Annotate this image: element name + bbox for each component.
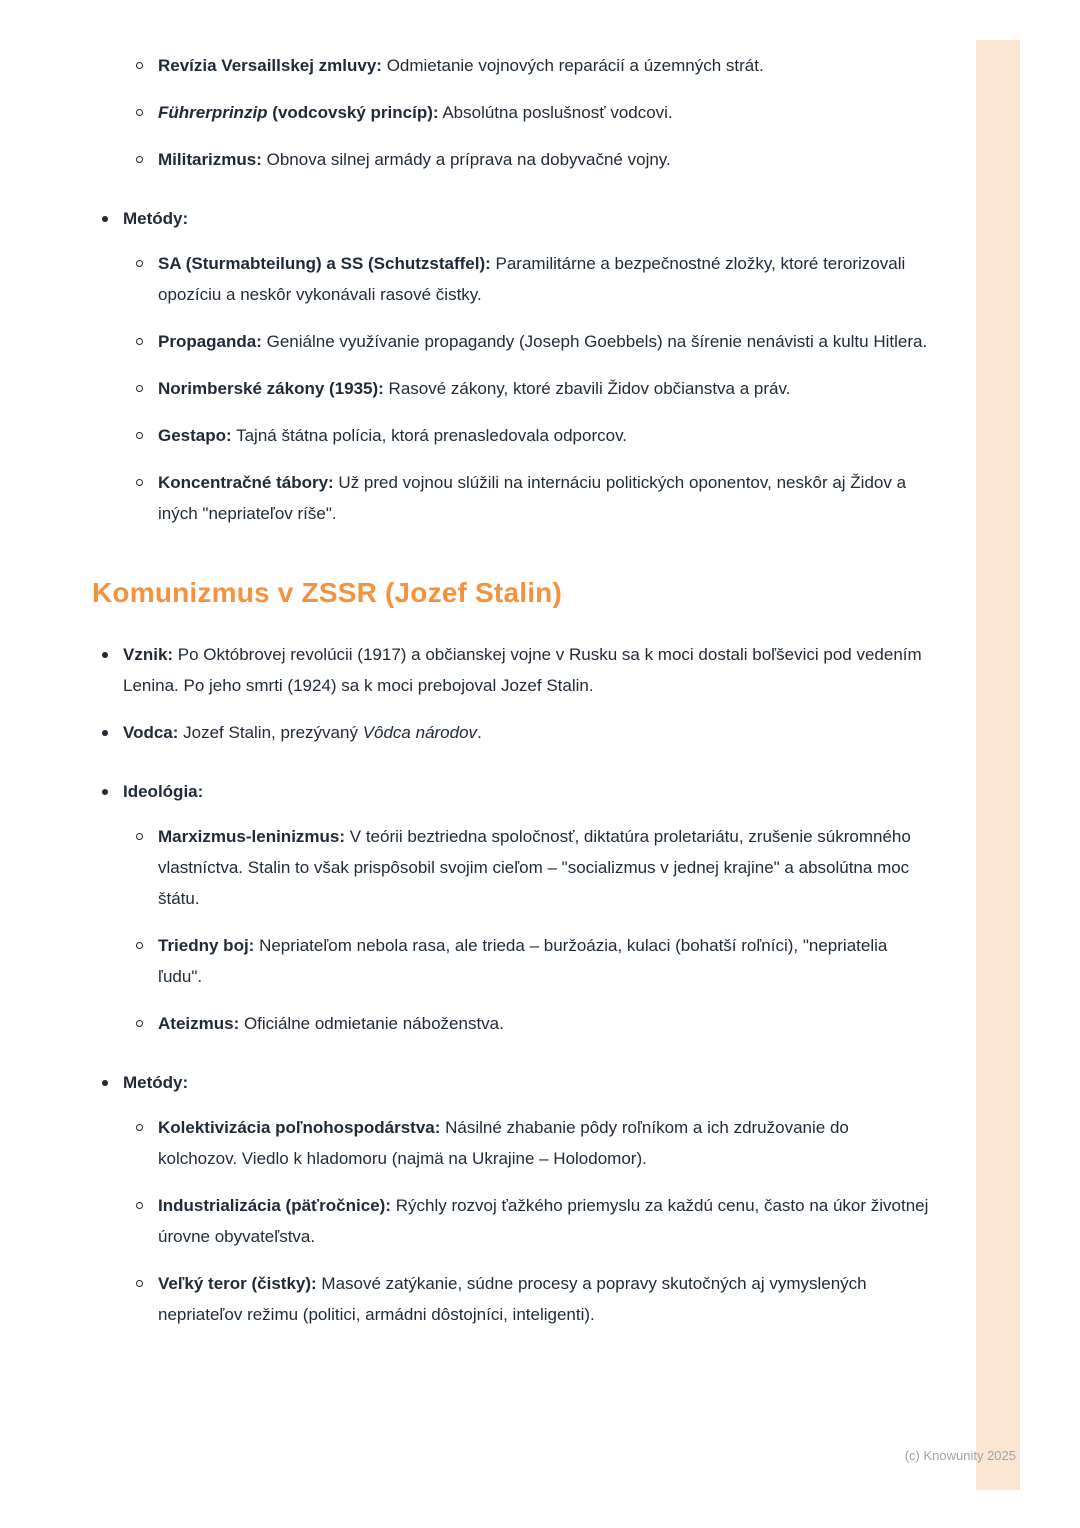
term-label: Marxizmus-leninizmus: — [158, 827, 346, 846]
bullet-circle-icon — [136, 1202, 143, 1209]
list-item-text — [158, 248, 930, 310]
bullet-circle-icon — [136, 833, 143, 840]
list-item — [136, 821, 930, 914]
list-item-text — [158, 1190, 930, 1252]
term-text: Po Októbrovej revolúcii (1917) a občianskej vojne v Rusku sa k moci dostali boľševici pod vedením Lenina. Po jeho smrti (1924) sa k moci prebojoval Jozef Stalin. — [123, 645, 922, 695]
list-item — [92, 639, 930, 701]
term-label: Vznik: — [123, 645, 174, 664]
bullet-circle-icon — [136, 156, 143, 163]
term-label: Propaganda: — [158, 332, 262, 351]
list-item — [136, 1268, 930, 1330]
list-item — [136, 1008, 930, 1039]
list-item-text — [158, 930, 930, 992]
communism-methods-sublist — [92, 1112, 930, 1330]
list-item-text — [158, 420, 930, 451]
term-label: SA (Sturmabteilung) a SS (Schutzstaffel): — [158, 254, 491, 273]
bullet-circle-icon — [136, 62, 143, 69]
term-label: Norimberské zákony (1935): — [158, 379, 384, 398]
bullet-circle-icon — [136, 385, 143, 392]
list-item — [92, 203, 930, 234]
bullet-disc-icon — [102, 1080, 108, 1086]
list-item — [136, 248, 930, 310]
list-item-text — [158, 326, 930, 357]
communism-ideology-sublist — [92, 821, 930, 1039]
term-text: V teórii beztriedna spoločnosť, diktatúra proletariátu, zrušenie súkromného vlastníctva. Stalin to však prispôsobil svojim cieľom – "socializmus v jednej krajine" a absolútna moc štátu. — [158, 827, 911, 908]
term-text: Geniálne využívanie propagandy (Joseph Goebbels) na šírenie nenávisti a kultu Hitlera. — [261, 332, 928, 351]
term-label: Ateizmus: — [158, 1014, 240, 1033]
bullet-circle-icon — [136, 479, 143, 486]
bullet-circle-icon — [136, 260, 143, 267]
communism-ideology-block — [92, 776, 930, 1039]
nazism-methods-block — [92, 203, 930, 529]
list-item — [136, 420, 930, 451]
term-label: Kolektivizácia poľnohospodárstva: — [158, 1118, 441, 1137]
term-text: Rasové zákony, ktoré zbavili Židov občianstva a práv. — [383, 379, 791, 398]
bullet-circle-icon — [136, 1124, 143, 1131]
term-text: Masové zatýkanie, súdne procesy a popravy skutočných aj vymyslených nepriateľov režimu (politici, armádni dôstojníci, inteligenti). — [158, 1274, 867, 1324]
list-item — [136, 144, 930, 175]
list-item-text — [123, 203, 930, 234]
copyright-watermark: (c) Knowunity 2025 — [904, 1448, 1016, 1463]
list-item-text — [158, 373, 930, 404]
bullet-disc-icon — [102, 730, 108, 736]
list-item — [136, 467, 930, 529]
list-item — [136, 930, 930, 992]
list-item-text — [123, 1067, 930, 1098]
nazism-methods-sublist — [92, 248, 930, 529]
term-label: (vodcovský princíp): — [267, 103, 439, 122]
list-item — [92, 1067, 930, 1098]
term-text: Oficiálne odmietanie náboženstva. — [239, 1014, 504, 1033]
term-text: Odmietanie vojnových reparácií a územných strát. — [381, 56, 764, 75]
bullet-circle-icon — [136, 1280, 143, 1287]
term-text: Absolútna poslušnosť vodcovi. — [438, 103, 673, 122]
term-text: Tajná štátna polícia, ktorá prenasledovala odporcov. — [231, 426, 628, 445]
term-text: Obnova silnej armády a príprava na dobyvačné vojny. — [261, 150, 671, 169]
term-label: Koncentračné tábory: — [158, 473, 334, 492]
list-item — [136, 97, 930, 128]
term-text: Jozef Stalin, prezývaný — [178, 723, 363, 742]
list-item-text — [158, 467, 930, 529]
list-item-text — [123, 639, 930, 701]
bullet-disc-icon — [102, 789, 108, 795]
term-label: Metódy: — [123, 1073, 189, 1092]
list-item-text — [158, 1268, 930, 1330]
list-item — [136, 50, 930, 81]
term-text: Už pred vojnou slúžili na internáciu politických oponentov, neskôr aj Židov a iných "nepriateľov ríše". — [158, 473, 907, 523]
term-text: Rýchly rozvoj ťažkého priemyslu za každú cenu, často na úkor životnej úrovne obyvateľstva. — [158, 1196, 929, 1246]
list-item-text — [123, 717, 930, 748]
list-item-text — [158, 1112, 930, 1174]
bullet-circle-icon — [136, 338, 143, 345]
bullet-circle-icon — [136, 942, 143, 949]
list-item — [92, 717, 930, 748]
term-text: Násilné zhabanie pôdy roľníkom a ich združovanie do kolchozov. Viedlo k hladomoru (najmä na Ukrajine – Holodomor). — [158, 1118, 849, 1168]
list-item-text — [158, 821, 930, 914]
list-item — [92, 776, 930, 807]
list-item — [136, 1190, 930, 1252]
nazism-ideology-sublist — [92, 50, 930, 175]
term-label-italic: Führerprinzip — [158, 103, 268, 122]
list-item-text — [158, 144, 930, 175]
list-item — [136, 1112, 930, 1174]
section-heading-communism: Komunizmus v ZSSR (Jozef Stalin) — [92, 577, 562, 608]
list-item-text — [158, 97, 930, 128]
term-label: Revízia Versaillskej zmluvy: — [158, 56, 382, 75]
bullet-circle-icon — [136, 1020, 143, 1027]
term-label: Gestapo: — [158, 426, 232, 445]
term-text-italic: Vôdca národov — [362, 723, 478, 742]
communism-methods-block — [92, 1067, 930, 1330]
bullet-circle-icon — [136, 432, 143, 439]
term-label: Industrializácia (päťročnice): — [158, 1196, 391, 1215]
bullet-disc-icon — [102, 652, 108, 658]
list-item-text — [123, 776, 930, 807]
bullet-circle-icon — [136, 109, 143, 116]
term-label: Veľký teror (čistky): — [158, 1274, 317, 1293]
list-item — [136, 373, 930, 404]
term-label: Militarizmus: — [158, 150, 262, 169]
term-label: Metódy: — [123, 209, 189, 228]
term-text: . — [477, 723, 482, 742]
list-item-text — [158, 50, 930, 81]
term-label: Vodca: — [123, 723, 179, 742]
term-text: Nepriateľom nebola rasa, ale trieda – buržoázia, kulaci (bohatší roľníci), "nepriatelia ľudu". — [158, 936, 888, 986]
term-label: Triedny boj: — [158, 936, 255, 955]
term-label: Ideológia: — [123, 782, 204, 801]
list-item-text — [158, 1008, 930, 1039]
list-item — [136, 326, 930, 357]
term-text: Paramilitárne a bezpečnostné zložky, ktoré terorizovali opozíciu a neskôr vykonávali rasové čistky. — [158, 254, 906, 304]
bullet-disc-icon — [102, 216, 108, 222]
